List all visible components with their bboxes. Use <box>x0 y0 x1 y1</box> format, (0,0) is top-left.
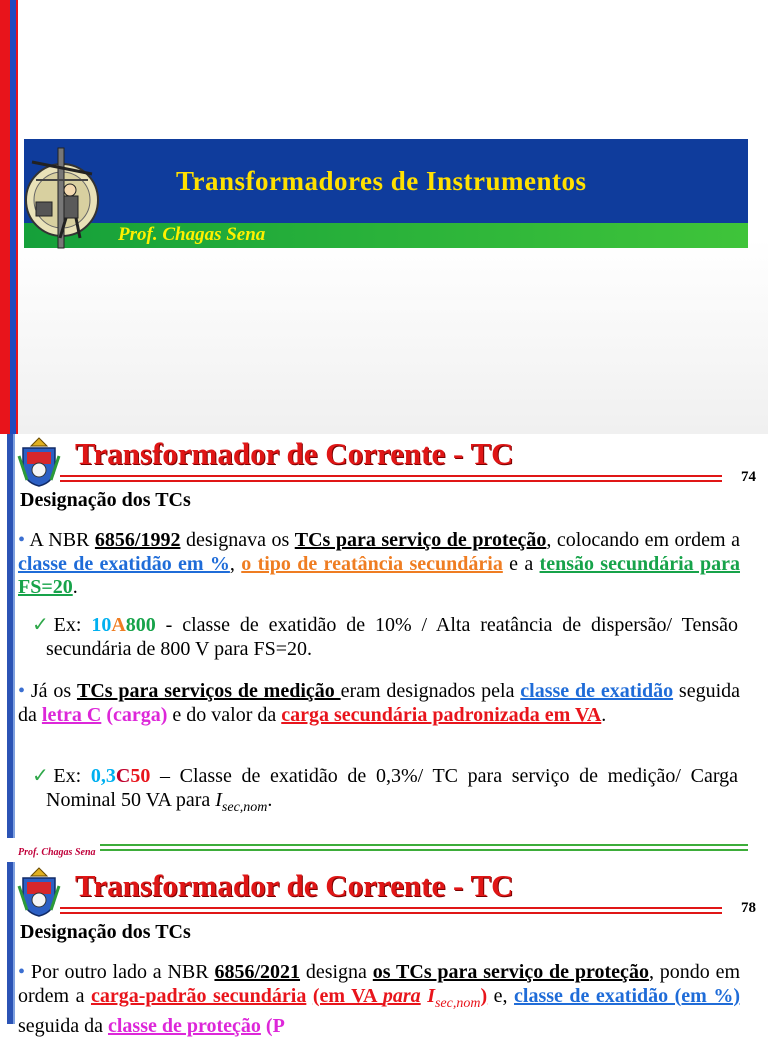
text: seguida da <box>18 1015 108 1037</box>
text: Por outro lado a NBR <box>30 961 215 983</box>
coat-of-arms-icon <box>17 866 61 918</box>
text: eram designados pela <box>340 680 521 702</box>
slide-title: Transformador de Corrente - TC <box>75 868 514 903</box>
text: designava os <box>180 529 295 551</box>
para-term: para <box>382 984 421 1007</box>
slide-left-bar-light <box>13 434 15 838</box>
page-number: 78 <box>741 900 756 916</box>
text: designa <box>300 961 373 983</box>
text: , colocando em ordem a <box>546 529 740 551</box>
current-symbol: I <box>215 788 222 811</box>
text: Ex: <box>53 765 91 787</box>
checkmark-icon: ✓ <box>32 765 54 787</box>
nbr-code: 6856/1992 <box>94 529 181 551</box>
left-red-thin-stripe <box>16 0 18 434</box>
text: e, <box>487 984 515 1007</box>
text: Ex: <box>53 614 92 636</box>
footer-line <box>100 844 748 846</box>
footer-author: Prof. Chagas Sena <box>18 847 96 858</box>
text: e do valor da <box>167 703 282 726</box>
text: ) <box>480 984 488 1007</box>
standard-load-term: carga-padrão secundária <box>90 984 307 1007</box>
slide-left-bar-light <box>13 862 15 1024</box>
text: - classe de exatidão de 10% / Alta reatância de dispersão/ Tensão secundária de 800 V para FS=20. <box>46 614 738 660</box>
emphasis-protection: os TCs para serviço de proteção <box>372 961 649 983</box>
load-term: (carga) <box>106 703 168 726</box>
emphasis-measurement: TCs para serviços de medição <box>76 680 341 702</box>
text: ( <box>260 1015 273 1037</box>
text: . <box>267 788 273 811</box>
text: , pondo em ordem a <box>18 961 741 1007</box>
protection-class-term: classe de proteção <box>107 1015 261 1037</box>
current-subscript: sec,nom <box>221 799 268 815</box>
text: Já os <box>30 680 77 702</box>
text: . <box>601 703 607 726</box>
text: A NBR <box>29 529 95 551</box>
bullet-nbr-1992 <box>18 529 740 600</box>
left-red-stripe <box>0 0 10 434</box>
emphasis-protection: TCs para serviço de proteção <box>294 529 547 551</box>
example-voltage: 800 <box>125 614 156 636</box>
bullet-icon: • <box>18 680 26 702</box>
current-symbol: I <box>427 984 435 1007</box>
example-class: 0,3 <box>90 765 116 787</box>
slide-title: Transformador de Corrente - TC <box>75 436 514 471</box>
section-heading: Designação dos TCs <box>20 489 191 511</box>
bullet-medicao <box>18 680 740 727</box>
text: seguida da <box>18 680 741 726</box>
accuracy-class-term: classe de exatidão <box>520 680 674 702</box>
example-class: 10 <box>91 614 112 636</box>
coat-of-arms-icon <box>17 436 61 488</box>
title-underline <box>60 475 722 477</box>
section-heading: Designação dos TCs <box>20 921 191 943</box>
lineman-logo <box>22 140 104 250</box>
protection-letter: P <box>272 1015 285 1037</box>
va-term: (em VA <box>312 984 383 1007</box>
title-underline <box>60 907 722 909</box>
text: , <box>229 552 242 575</box>
presentation-title: Transformadores de Instrumentos <box>176 166 587 196</box>
secondary-voltage-term: tensão secundária para FS=20 <box>18 552 740 598</box>
letter-c-term: letra C <box>41 703 102 726</box>
bullet-icon: • <box>18 961 26 983</box>
footer-line-2 <box>100 849 748 851</box>
example-letter: C <box>115 765 131 787</box>
text: – Classe de exatidão de 0,3%/ TC para serviço de medição/ Carga Nominal 50 VA para <box>46 765 738 811</box>
bullet-icon: • <box>18 529 26 551</box>
accuracy-class-term: classe de exatidão em % <box>18 552 230 575</box>
example-load: 50 <box>130 765 151 787</box>
nbr-code: 6856/2021 <box>214 961 301 983</box>
text: . <box>72 576 78 598</box>
accuracy-class-term: classe de exatidão (em %) <box>514 984 740 1007</box>
example-03c50 <box>32 765 738 819</box>
example-reactance: A <box>111 614 126 636</box>
title-underline-2 <box>60 912 722 914</box>
current-subscript: sec,nom <box>434 995 481 1011</box>
title-slide <box>0 0 768 434</box>
slide-74 <box>0 434 768 860</box>
text: e a <box>502 552 540 575</box>
example-10a800 <box>32 614 738 661</box>
slide-78 <box>0 862 768 1037</box>
bullet-nbr-2021 <box>18 961 740 1039</box>
title-underline-2 <box>60 480 722 482</box>
secondary-load-term: carga secundária padronizada em VA <box>281 703 602 726</box>
reactance-type-term: o tipo de reatância secundária <box>241 552 503 575</box>
checkmark-icon: ✓ <box>32 614 54 636</box>
page-number: 74 <box>741 469 756 485</box>
author-name: Prof. Chagas Sena <box>118 224 266 245</box>
